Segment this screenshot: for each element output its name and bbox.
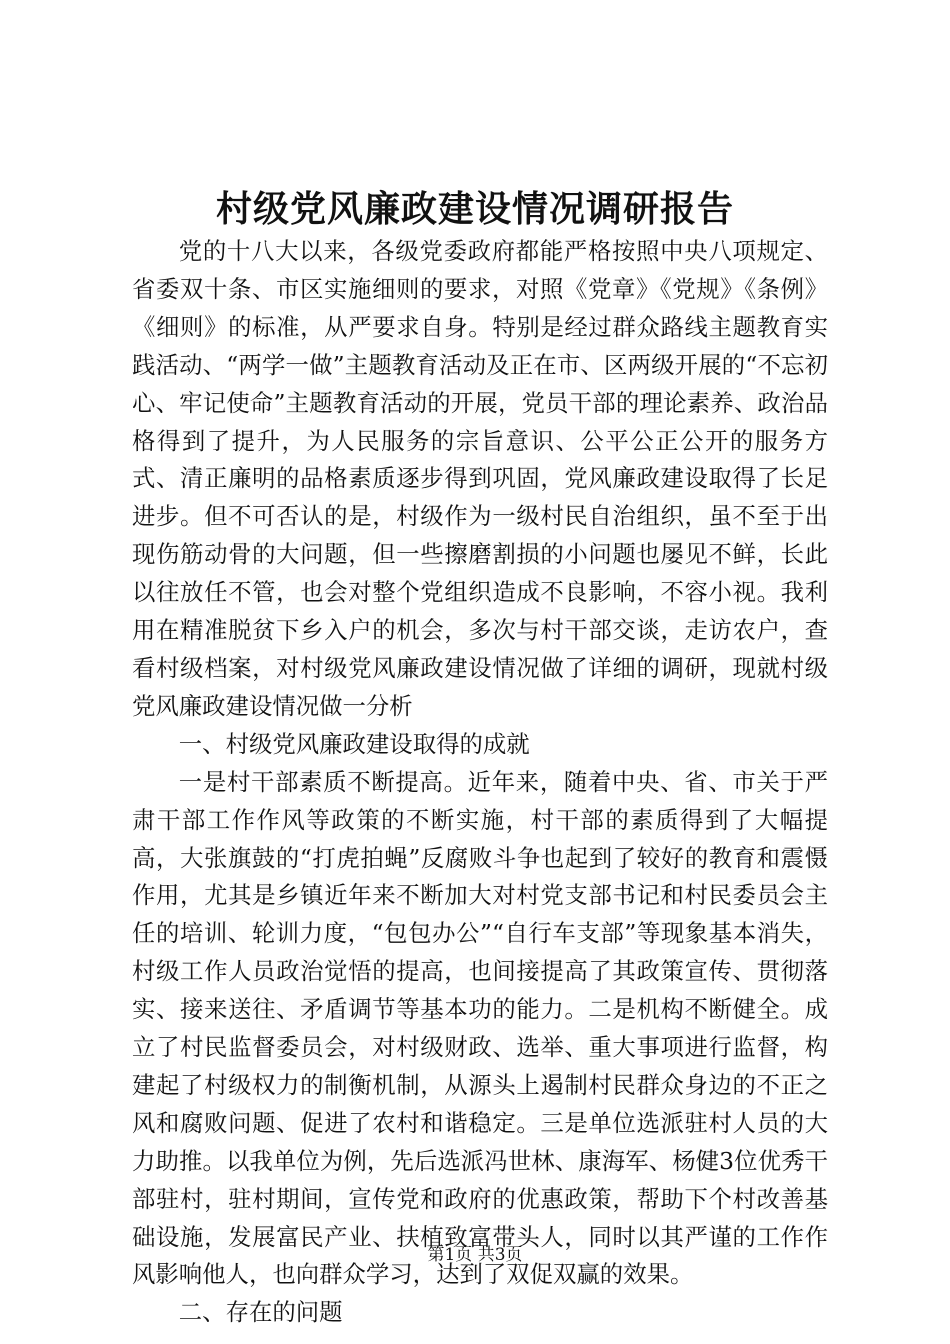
document-title: 村级党风廉政建设情况调研报告 xyxy=(215,188,734,230)
page-footer: 第1页 共3页 xyxy=(427,1245,523,1265)
section-heading-problems: 二、存在的问题 xyxy=(178,1298,343,1327)
paragraph-intro: 党的十八大以来，各级党委政府都能严格按照中央八项规定、省委双十条、市区实施细则的要求，对照《党章》《党规》《条例》《细则》的标准，从严要求自身。特别是经过群众路线主题教育实践活动、“两学一做”主题教育活动及正在市、区两级开展的“不忘初心、牢记使命”主题教育活动的开展，党员干部的理论素养、政治品格得到了提升，为人民服务的宗旨意识、公平公正公开的服务方式、清正廉明的品格素质逐步得到巩固，党风廉政建设取得了长足进步。但不可否认的是，村级作为一级村民自治组织，虽不至于出现伤筋动骨的大问题，但一些擦磨割损的小问题也屡见不鲜，长此以往放任不管，也会对整个党组织造成不良影响，不容小视。我利用在精准脱贫下乡入户的机会，多次与村干部交谈，走访农户，查看村级档案，对村级党风廉政建设情况做了详细的调研，现就村级党风廉政建设情况做一分析 xyxy=(132,237,828,720)
section-heading-achievements: 一、村级党风廉政建设取得的成就 xyxy=(178,729,530,758)
paragraph-achievements: 一是村干部素质不断提高。近年来，随着中央、省、市关于严肃干部工作作风等政策的不断实施，村干部的素质得到了大幅提高，大张旗鼓的“打虎拍蝇”反腐败斗争也起到了较好的教育和震慑作用，尤其是乡镇近年来不断加大对村党支部书记和村民委员会主任的培训、轮训力度，“包包办公”“自行车支部”等现象基本消失，村级工作人员政治觉悟的提高，也间接提高了其政策宣传、贯彻落实、接来送往、矛盾调节等基本功的能力。二是机构不断健全。成立了村民监督委员会，对村级财政、选举、重大事项进行监督，构建起了村级权力的制衡机制，从源头上遏制村民群众身边的不正之风和腐败问题、促进了农村和谐稳定。三是单位选派驻村人员的大力助推。以我单位为例，先后选派冯世林、康海军、杨健3位优秀干部驻村，驻村期间，宣传党和政府的优惠政策，帮助下个村改善基础设施，发展富民产业、扶植致富带头人，同时以其严谨的工作作风影响他人，也向群众学习，达到了双促双赢的效果。 xyxy=(132,767,828,1289)
document-body xyxy=(132,233,828,1332)
